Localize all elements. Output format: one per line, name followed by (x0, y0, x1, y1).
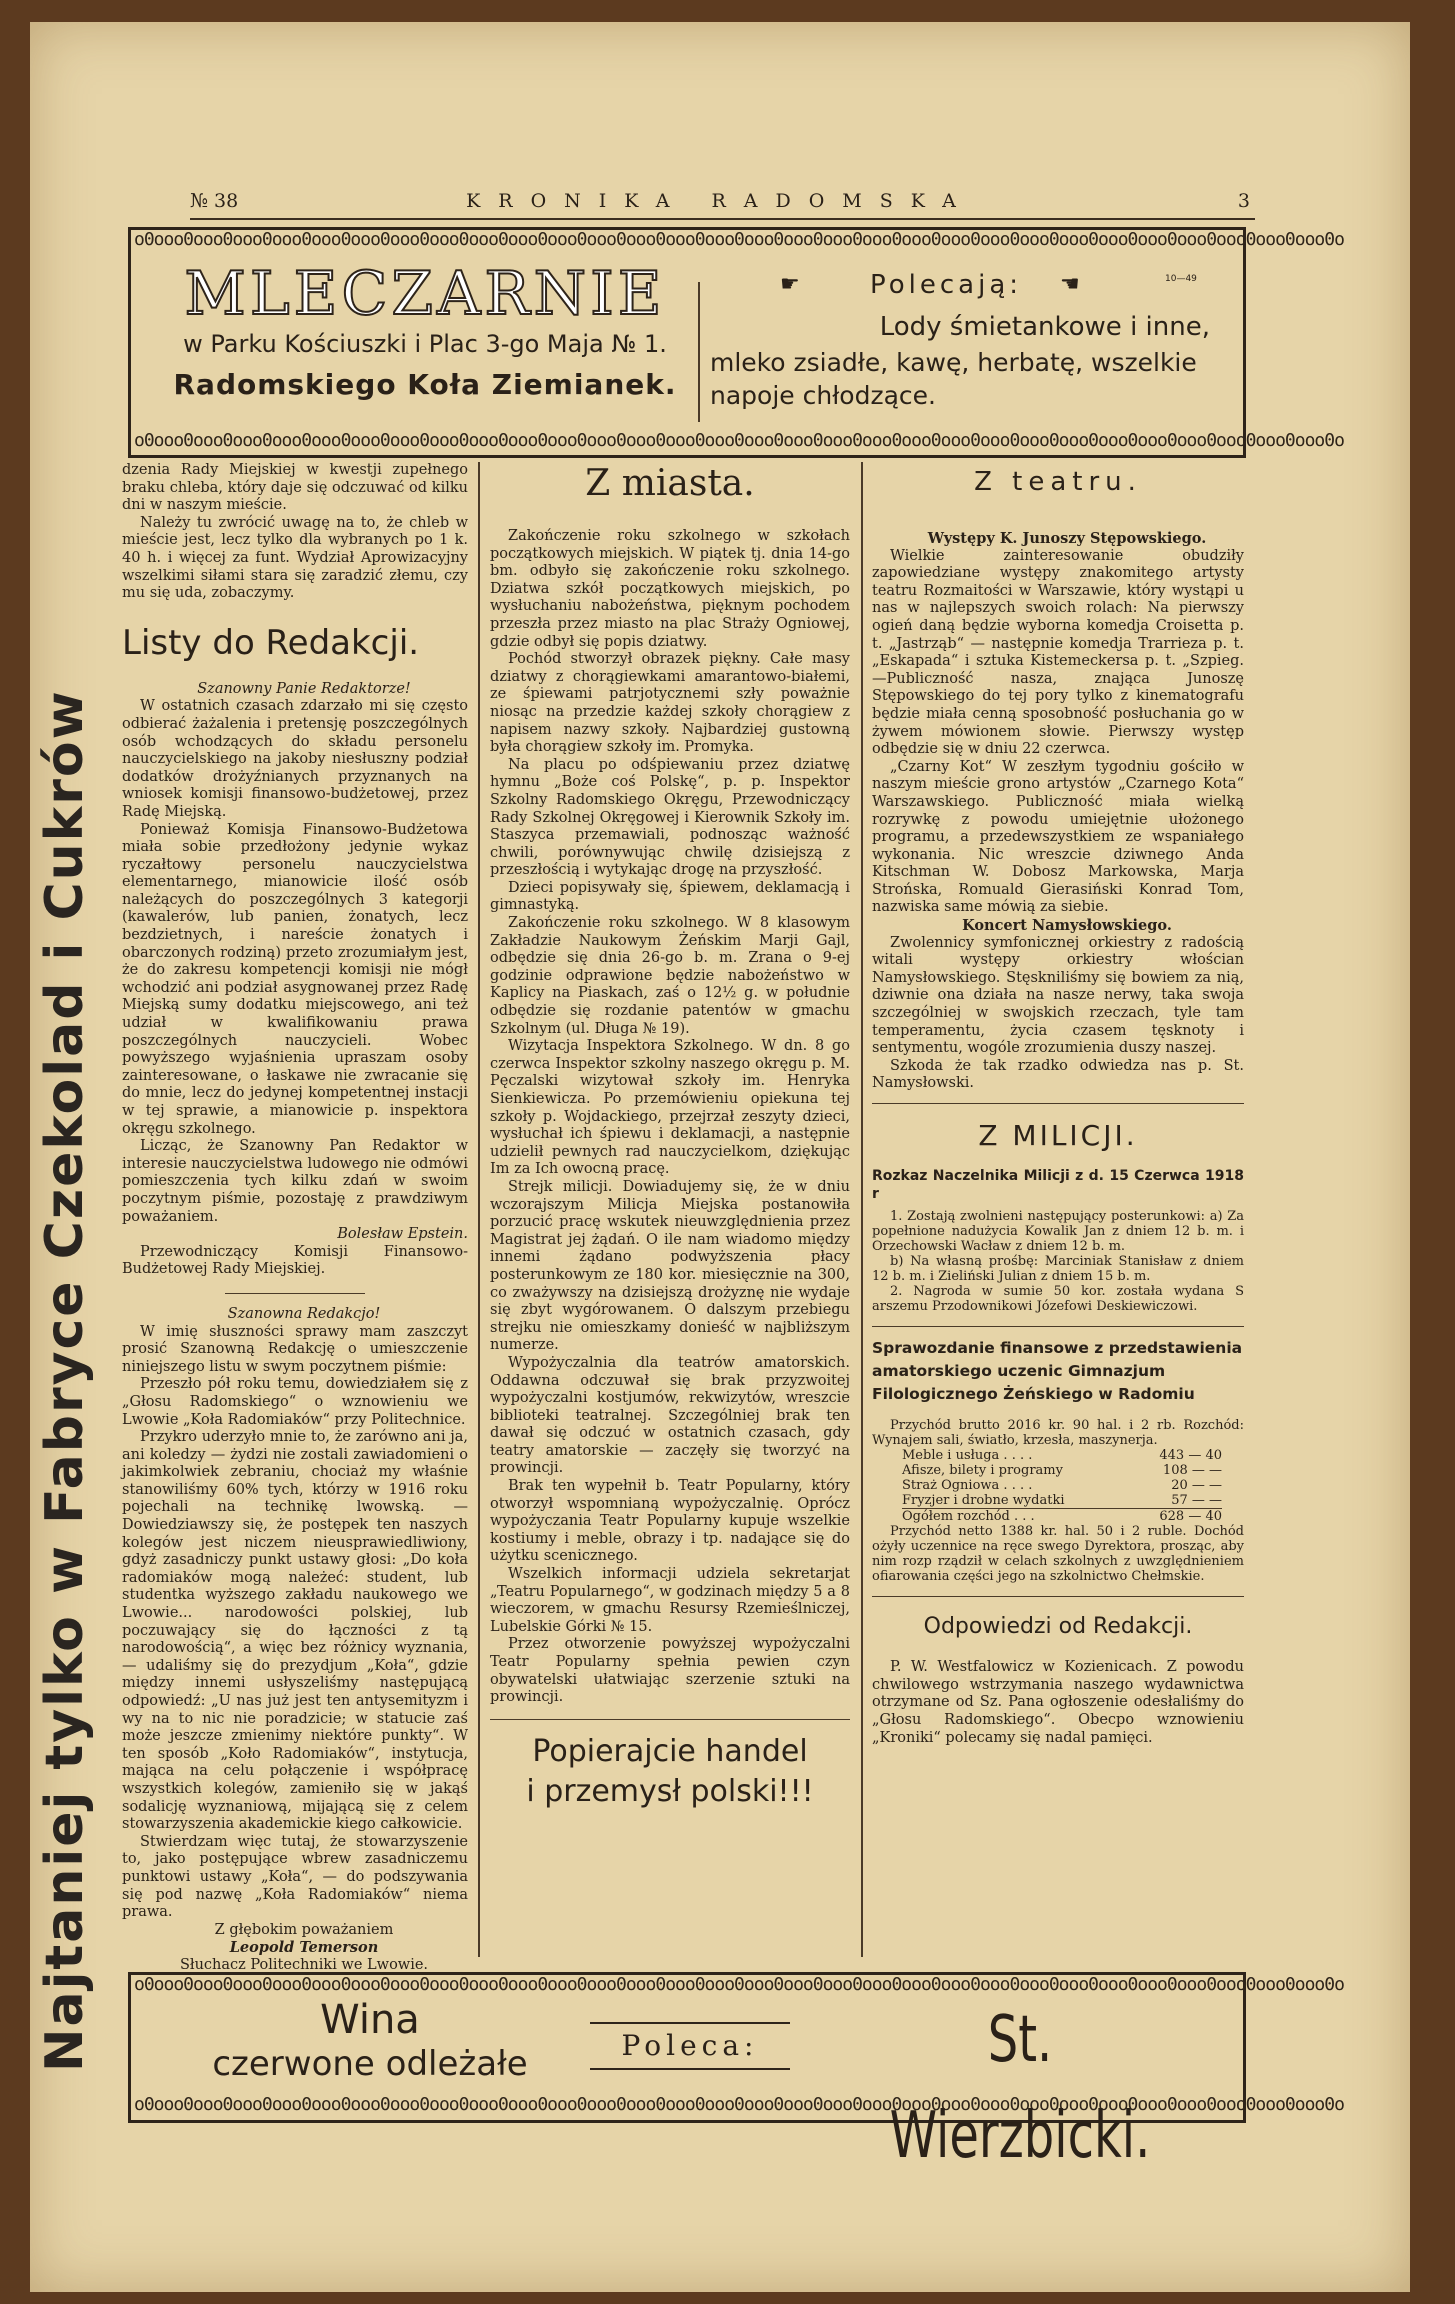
ad-border-bottom: o0ooo0ooo0ooo0ooo0ooo0ooo0ooo0ooo0ooo0ooo0ooo0ooo0ooo0ooo0ooo0ooo0ooo0ooo0ooo0ooo0ooo0ooo0ooo0ooo0ooo0ooo0ooo0ooo0ooo0ooo0o (134, 430, 1344, 451)
finance-table (902, 1448, 1222, 1524)
militia-rule (872, 1103, 1244, 1104)
column-3 (872, 462, 1244, 1962)
ad-wine-merchant: St. Wierzbicki. (889, 2003, 1151, 2173)
pointing-hand-icon: ☛ (780, 272, 800, 297)
militia-p2: b) Na własną prośbę: Marciniak Stanisław z dniem 12 b. m. i Zieliński Julian z dniem 15 b. m. (872, 1254, 1244, 1285)
finance-row-label: Afisze, bilety i programy (902, 1463, 1063, 1479)
ad-wine-border-bottom: o0ooo0ooo0ooo0ooo0ooo0ooo0ooo0ooo0ooo0ooo0ooo0ooo0ooo0ooo0ooo0ooo0ooo0ooo0ooo0ooo0ooo0ooo0ooo0ooo0ooo0ooo0ooo0ooo0ooo0ooo0o (134, 2094, 1344, 2115)
ad-line-b: mleko zsiadłe, kawę, herbatę, wszelkie (710, 348, 1197, 377)
ad-dairy-right (710, 270, 1210, 430)
finance-row-label: Straż Ogniowa . . . . (902, 1478, 1033, 1494)
finance-row-value: 443 — 40 (1159, 1448, 1222, 1464)
slogan-rule (490, 1719, 850, 1720)
finance-row-label: Meble i usługa . . . . (902, 1448, 1033, 1464)
city-p5: Zakończenie roku szkolnego. W 8 klasowym Zakładzie Naukowym Żeńskim Marji Gajl, odbędzie się dnia 26-go b. m. Zrana o 9-ej godzinie odprawione będzie nabożeństwo w Kaplicy na Piaskach, zaś o 12½ g. w południe odbędzie się rozdanie patentów w gmachu Szkolnym (ul. Długa № 19). (490, 915, 850, 1037)
militia-p3: 2. Nagroda w sumie 50 kor. została wydana S arszemu Przodownikowi Józefowi Deskiewiczowi. (872, 1284, 1244, 1315)
city-p4: Dzieci popisywały się, śpiewem, deklamacją i gimnastyką. (490, 879, 850, 914)
letters-heading: Listy do Redakcji. (122, 622, 420, 663)
finance-row (902, 1478, 1222, 1493)
letter2-p4: Stwierdzam więc tutaj, że stowarzyszenie to, jako postępujące wbrew zasadniczemu punktowi ustawy „Koła“, — do podszywania się pod nazwę „Koła Radomiaków“ niema prawa. (122, 1833, 468, 1921)
ad-dairy-left (160, 259, 690, 422)
theatre-p3: Zwolennicy symfonicznej orkiestry z radością witali występy orkiestry włościan Namysłowskiego. Stęskniliśmy się bowiem za nią, dziwnie ona działa na nasze nerwy, taka swoja szczególniej w swojskich rzeczach, tyle tam temperamentu, życia czasem tęsknoty i sentymentu, wogóle zrozumienia duszy naszej. (872, 934, 1244, 1057)
newspaper-page (30, 22, 1410, 2292)
city-p6: Wizytacja Inspektora Szkolnego. W dn. 8 go czerwca Inspektor szkolny naszego okręgu p. M. Pęczalski wizytował szkoły im. Henryka Sienkiewicza. Po przemówieniu opiekuna tej szkoły p. Wojdackiego, przejrzał zeszyty dzieci, wysłuchał ich śpiewu i deklamacji, a następnie udzielił pewnych rad nauczycielkom, dziękując Im za Ich owocną pracę. (490, 1038, 850, 1178)
ad-line-c: napoje chłodzące. (710, 381, 936, 410)
ad-wine-word: Wina (320, 1997, 420, 2043)
finance-row-value: 108 — — (1162, 1463, 1222, 1479)
ad-wine-border-top: o0ooo0ooo0ooo0ooo0ooo0ooo0ooo0ooo0ooo0ooo0ooo0ooo0ooo0ooo0ooo0ooo0ooo0ooo0ooo0ooo0ooo0ooo0ooo0ooo0ooo0ooo0ooo0ooo0ooo0ooo0o (134, 1974, 1344, 1995)
finance-row-label: Fryzjer i drobne wydatki (902, 1493, 1065, 1509)
city-p1: Zakończenie roku szkolnego w szkołach początkowych miejskich. W piątek tj. dnia 14-go bm. odbyło się zakończenie roku szkolnego. Dziatwa szkół początkowych miejskich, po wysłuchaniu nabożeństwa, pięknym pochodem przeszła przez miasto na plac Straży Ogniowej, gdzie odbył się popis dziatwy. (490, 528, 850, 650)
pointing-hand-icon-2: ☚ (1060, 272, 1080, 297)
finance-total-value: 628 — 40 (1159, 1509, 1222, 1525)
city-p8: Wypożyczalnia dla teatrów amatorskich. Oddawna odczuwał się brak przyzwoitej wypożyczalni kostjumów, rekwizytów, wreszcie biblioteki teatralnej. Szczególniej brak ten dawał się odczuć w ostatnich czasach, gdy teatry amatorskie — zaczęły się tworzyć na prowincji. (490, 1354, 850, 1477)
finance-heading: Sprawozdanie finansowe z przedstawienia amatorskiego uczenic Gimnazjum Filologicznego Żeńskiego w Radomiu (872, 1339, 1243, 1404)
letter2-signature: Leopold Temerson (229, 1939, 379, 1957)
header-rule (190, 218, 1255, 220)
finance-intro: Przychód brutto 2016 kr. 90 hal. i 2 rb. Rozchód: Wynajem sali, światło, krzesła, maszynerja. (872, 1418, 1244, 1449)
finance-rule (872, 1326, 1244, 1327)
letter2-salutation: Szanowna Redakcjo! (227, 1305, 381, 1322)
ad-code: 10—49 (1165, 274, 1197, 284)
ad-recommends: Polecają: (870, 270, 1023, 300)
letter1-p3: Licząc, że Szanowny Pan Redaktor w interesie nauczycielstwa ludowego nie odmówi pomieszczenia tych kilku zdań w swoim poczytnym piśmie, pozostaję z prawdziwym poważaniem. (122, 1138, 468, 1225)
city-p9: Brak ten wypełnił b. Teatr Popularny, który otworzył wspomnianą wypożyczalnię. Oprócz wypożyczania Teatr Popularny kupuje wszelkie kostiumy i meble, obrazy i tp. nadające się do użytku scenicznego. (490, 1478, 850, 1565)
city-p3: Na placu po odśpiewaniu przez dziatwę hymnu „Boże coś Polskę“, p. p. Inspektor Szkolny Radomskiego Okręgu, Przewodniczący Rady Szkolnej Okręgowej i Kierownik Szkoły im. Staszyca przemawiali, podnosząc ważność chwili, porównywując chwilę dzisiejszą z przeszłością i wytykając drogę na przyszłość. (490, 756, 850, 879)
slogan-line-2: i przemysł polski!!! (526, 1773, 814, 1809)
finance-row (902, 1493, 1222, 1509)
city-p7: Strejk milicji. Dowiadujemy się, że w dniu wczorajszym Milicja Miejska postanowiła porzucić pracę wskutek nieuwzględnienia przez Magistrat jej żądań. O ile nam wiadomo między innemi żądano podwyższenia płacy posterunkowym ze 180 kor. miesięcznie na 300, co zważywszy na dzisiejszą drożyznę nie wydaje się zbyt wygórowanem. O dalszym przebiegu strejku nie omieszkamy donieść w najbliższym numerze. (490, 1178, 850, 1354)
letter1-salutation: Szanowny Panie Redaktorze! (197, 680, 411, 697)
sidebar-advert-text: Najtaniej tylko w Fabryce Czekolad i Cukrów (35, 689, 95, 2072)
letter2-p2: Przeszło pół roku temu, dowiedziałem się z „Głosu Radomskiego“ o wznowieniu we Lwowie „Koła Radomiaków“ przy Politechnice. (122, 1376, 468, 1428)
ad-wine-desc: czerwone odleżałe (212, 2044, 528, 2084)
finance-outro: Przychód netto 1388 kr. hal. 50 i 2 ruble. Dochód ożyły uczennice na ręce swego Dyrektora, prosząc, aby nim rozp rządził w celach szkolnych z uwzględnieniem ofiarowania części jego na szkolnictwo Chełmskie. (872, 1524, 1244, 1585)
finance-row-value: 57 — — (1171, 1493, 1222, 1509)
letter2-title: Słuchacz Politechniki we Lwowie. (179, 1956, 429, 1973)
bread-article-end: dzenia Rady Miejskiej w kwestji zupełnego braku chleba, który daje się odczuwać od kilku dni w naszym mieście. (122, 462, 468, 514)
letter1-title: Przewodniczący Komisji Finansowo-Budżetowej Rady Miejskiej. (122, 1243, 468, 1278)
page-number: 3 (1237, 190, 1250, 212)
theatre-p1: Wielkie zainteresowanie obudziły zapowiedziane występy znakomitego artysty teatru Rozmaitości w Warszawie, który wystąpi u nas w najlepszych swoich rolach: Na pierwszy ogień daną będzie wyborna komedja Croisetta p. t. „Jastrząb“ — następnie komedja Trarrieza p. t. „Eskapada“ i sztuka Kistemeckersa p. t. „Szpieg.—Publiczność nasza, znająca Junoszę Stępowskiego do tej pory tylko z kinematografu będzie miała cenną sposobność posłuchania go w żywem mówionem słowie. Pierwszy występ odbędzie się w dniu 22 czerwca. (872, 547, 1244, 758)
ad-wine-recommends: Poleca: (621, 2029, 759, 2062)
ad-line-a: Lody śmietankowe i inne, (879, 312, 1210, 342)
finance-total-label: Ogółem rozchód . . . (902, 1509, 1035, 1525)
letter1-signature: Bolesław Epstein. (337, 1226, 468, 1243)
militia-p1: 1. Zostają zwolnieni następujący posterunkowi: a) Za popełnione nadużycia Kowalik Jan z dniem 12 b. m. i Orzechowski Wacław z dniem 12 b. m. (872, 1209, 1244, 1255)
city-p2: Pochód stworzył obrazek piękny. Całe masy dziatwy z chorągiewkami amarantowo-białemi, ze śpiewami patrjotycznemi szły poważnie niosąc na przedzie każdej szkoły chorągiew z napisem nazwy szkoły. Najbardziej gustowną była chorągiew szkoły im. Promyka. (490, 651, 850, 756)
page-header (190, 190, 1250, 220)
letter2-closing: Z głębokim poważaniem (214, 1921, 394, 1938)
ad-divider (698, 282, 700, 422)
issue-number: № 38 (190, 190, 239, 212)
ad-dairy-owner: Radomskiego Koła Ziemianek. (173, 368, 677, 401)
bread-article-end-2: Należy tu zwrócić uwagę na to, że chleb w mieście jest, lecz tylko dla wybranych po 1 k. 40 h. i więcej za funt. Wydział Aprowizacyjny wszelkimi siłami stara się zaradzić złemu, czy mu się uda, zobaczymy. (122, 514, 468, 602)
slogan-line-1: Popierajcie handel (532, 1733, 808, 1769)
finance-row (902, 1463, 1222, 1478)
militia-title: Rozkaz Naczelnika Milicji z d. 15 Czerwca 1918 r (872, 1168, 1244, 1202)
militia-heading: Z MILICJI. (978, 1119, 1138, 1152)
newspaper-title: KRONIKA RADOMSKA (466, 190, 974, 212)
letter2-p1: W imię słuszności sprawy mam zaszczyt prosić Szanowną Redakcję o umieszczenie niniejszego listu w swym poczytnem piśmie: (122, 1323, 468, 1375)
city-heading: Z miasta. (585, 463, 755, 504)
ad-border-top: o0ooo0ooo0ooo0ooo0ooo0ooo0ooo0ooo0ooo0ooo0ooo0ooo0ooo0ooo0ooo0ooo0ooo0ooo0ooo0ooo0ooo0ooo0ooo0ooo0ooo0ooo0ooo0ooo0ooo0ooo0o (134, 229, 1344, 250)
theatre-p4: Szkoda że tak rzadko odwiedza nas p. St. Namysłowski. (872, 1057, 1244, 1092)
column-divider-2 (861, 462, 863, 1957)
finance-row (902, 1448, 1222, 1463)
city-p10: Wszelkich informacji udziela sekretarjat „Teatru Popularnego“, w godzinach między 5 a 8 wieczorem, w gmachu Resursy Rzemieślniczej, Lubelskie Górki № 15. (490, 1566, 850, 1635)
replies-p1: P. W. Westfalowicz w Kozienicach. Z powodu chwilowego wstrzymania naszego wydawnictwa otrzymane od Sz. Pana ogłoszenie odesłaliśmy do „Głosu Radomskiego“. Obecpo wznowieniu „Kroniki“ polecamy się nadal pamięci. (872, 1659, 1244, 1746)
ad-wine-left (170, 1997, 570, 2085)
sidebar-advert (30, 322, 100, 2072)
replies-rule (872, 1596, 1244, 1597)
theatre-p2: „Czarny Kot“ W zeszłym tygodniu gościło w naszym mieście grono artystów „Czarnego Kota“ Warszawskiego. Publiczność miała wielką rozrywkę z powodu umiejętnie ułożonego programu, a przedewszystkiem ze wspaniałego wykonania. Nic wreszcie dziwnego Anda Kitschman W. Dobosz Markowska, Marja Strońska, Romuald Gierasiński Konrad Tom, nazwiska same mówią za siebie. (872, 758, 1244, 916)
ad-dairy-address: w Parku Kościuszki i Plac 3-go Maja № 1. (183, 330, 667, 358)
theatre-heading: Z teatru. (974, 467, 1142, 497)
theatre-title-1: Występy K. Junoszy Stępowskiego. (927, 530, 1207, 547)
finance-row-value: 20 — — (1171, 1478, 1222, 1494)
theatre-title-3: Koncert Namysłowskiego. (962, 917, 1172, 935)
letter-separator (225, 1293, 365, 1294)
column-1 (122, 462, 468, 1973)
letter1-p1: W ostatnich czasach zdarzało mi się często odbierać żażalenia i pretensję poszczególnych osób wchodzących do składu personelu nauczycielskiego na jakoby niesłuszny podział dodatków drożyźnianych przyznanych na wniosek komisji finansowo-budżetowej, przez Radę Miejską. (122, 698, 468, 820)
replies-heading: Odpowiedzi od Redakcji. (923, 1614, 1193, 1640)
column-divider-1 (478, 462, 480, 1957)
letter2-p3: Przykro uderzyło mnie to, że zarówno ani ja, ani koledzy — żydzi nie zostali zawiadomieni o jakimkolwiek zebraniu, chociaż my właśnie stanowiliśmy 60% tych, którzy w 1916 roku pojechali na technikę lwowską. — Dowiedziawszy się, że postępek ten naszych kolegów jest niczem nieusprawiedliwiony, gdyż zasadniczy punkt ustawy głosi: „Do koła radomiaków mogą należeć: student, lub studentka wyższego zakładu naukowego we Lwowie... narodowości polskiej, lub poczuwający się do łączności z tą narodowością“, a więc bez różnicy wyznania,— udaliśmy się do prezydjum „Koła“, gdzie między innemi usłyszeliśmy następującą odpowiedź: „U nas już jest ten antysemityzm i wy na to nic nie poradzicie; w statucie zaś może jeszcze zmienimy niektóre punkty“. W ten sposób „Koło Radomiaków“, instytucja, mająca na celu połączenie i współpracę wszystkich kolegów, zamieniło się w jakąś sodalicję wyznaniową, mijającą się z celem stowarzyszenia akademickie kiego całkowicie. (122, 1429, 468, 1833)
finance-total-row (902, 1509, 1222, 1525)
column-2 (490, 462, 850, 1962)
ad-dairy-title: MLECZARNIE (184, 259, 666, 329)
letter1-p2: Ponieważ Komisja Finansowo-Budżetowa miała sobie przedłożony jedynie wykaz ryczałtowy personelu nauczycielstwa elementarnego, mianowicie ilość osób należących do poszczególnych 3 kategorji (kawalerów, lub panien, żonatych, lecz bezdzietnych, i nareście żonatych i obarczonych rodziną) przeto zrozumiałym jest, że do zakresu kompetencji komisji nie mógł wchodzić ani podział asygnowanej przez Radę Miejską sumy dodatku miejscowego, ani też udział w kwalifikowaniu prawa poszczególnych nauczycieli. Wobec powyższego wyjaśnienia upraszam osoby zainteresowane, o łaskawe nie zwracanie się do mnie, lecz do jedynej kompetentnej instacji w tej sprawie, a mianowicie p. inspektora okręgu szkolnego. (122, 821, 468, 1137)
city-p11: Przez otworzenie powyższej wypożyczalni Teatr Popularny spełnia pewien czyn obywatelski ułatwiając szerzenie sztuki na prowincji. (490, 1636, 850, 1706)
ad-wine-recommends-box (590, 2022, 790, 2070)
